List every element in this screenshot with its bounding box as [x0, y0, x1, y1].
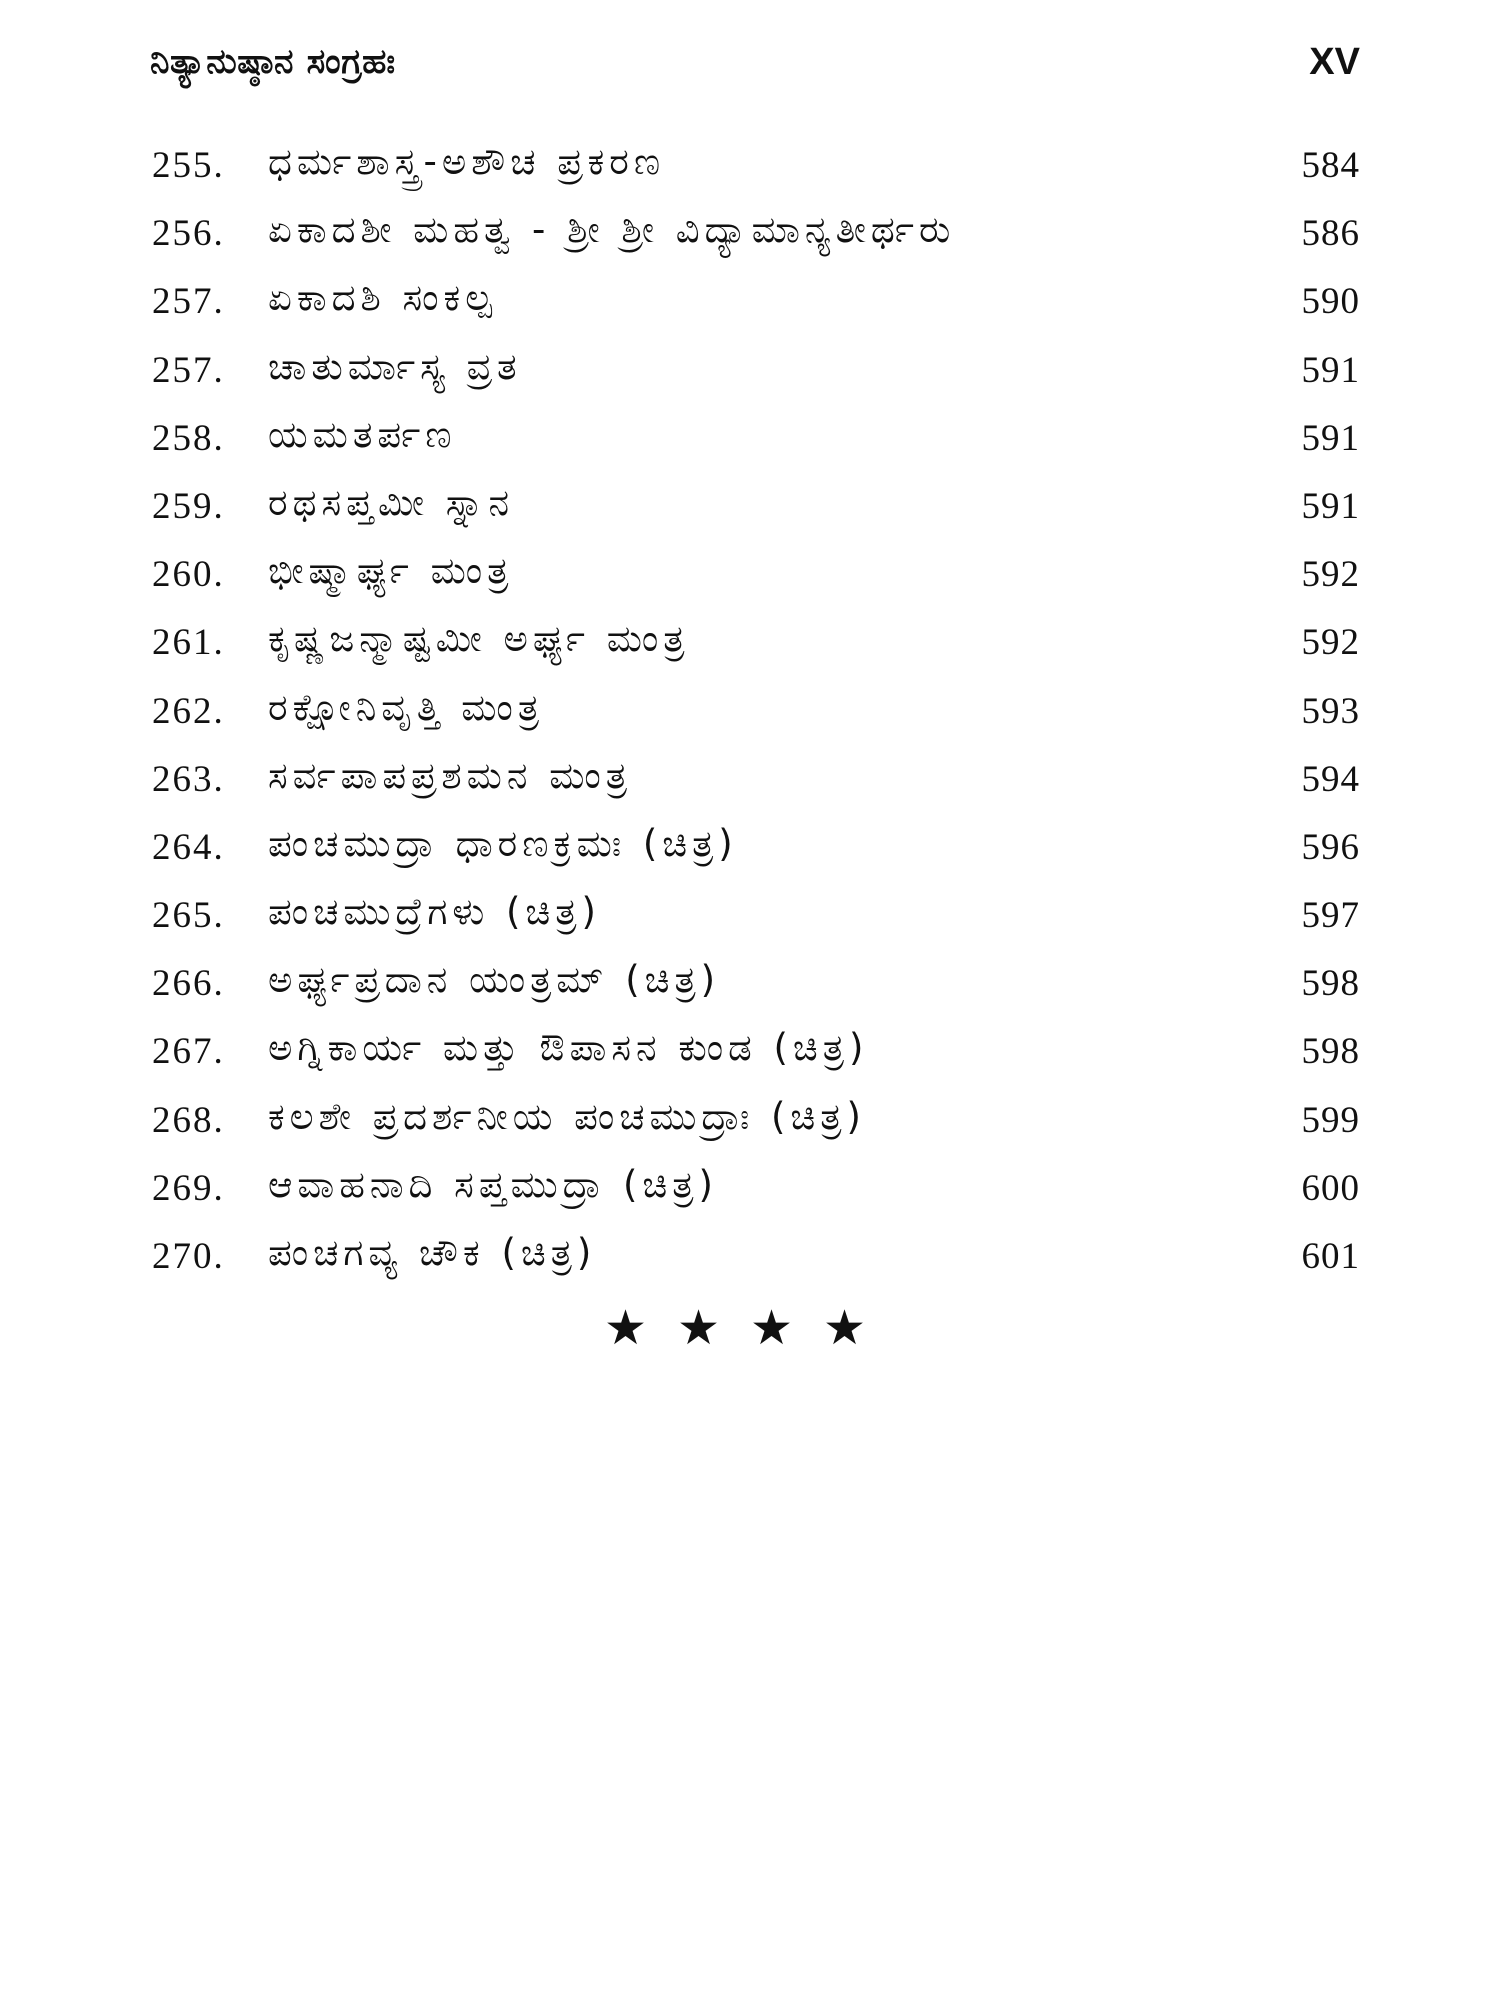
page-header: [150, 32, 1360, 92]
entry-title: ಧರ್ಮಶಾಸ್ತ್ರ-ಅಶೌಚ ಪ್ರಕರಣ: [268, 140, 666, 183]
toc-entry: [0, 272, 1500, 340]
entry-page-number: 590: [1301, 281, 1360, 323]
entry-page-number: 592: [1301, 622, 1360, 664]
entry-title: ಏಕಾದಶೀ ಮಹತ್ವ - ಶ್ರೀ ಶ್ರೀ ವಿದ್ಯಾಮಾನ್ಯತೀರ್ಥರು: [268, 208, 956, 252]
entry-number: 257.: [152, 349, 225, 391]
entry-title: ಅರ್ಘ್ಯಪ್ರದಾನ ಯಂತ್ರಮ್ (ಚಿತ್ರ): [268, 958, 721, 1002]
entry-page-number: 591: [1301, 485, 1360, 527]
entry-title: ಕೃಷ್ಣಜನ್ಮಾಷ್ಟಮೀ ಅರ್ಘ್ಯ ಮಂತ್ರ: [268, 617, 690, 661]
toc-entry: [0, 682, 1500, 750]
entry-number: 267.: [152, 1031, 225, 1073]
entry-number: 260.: [152, 554, 225, 596]
entry-number: 264.: [152, 826, 225, 868]
entry-number: 270.: [152, 1236, 225, 1277]
toc-entry: [0, 1227, 1500, 1295]
entry-page-number: 597: [1301, 895, 1360, 937]
entry-page-number: 601: [1301, 1236, 1360, 1277]
toc-entry: [0, 545, 1500, 613]
page-number: XV: [1309, 40, 1360, 83]
table-of-contents: [0, 136, 1500, 1295]
entry-page-number: 591: [1301, 417, 1360, 459]
entry-page-number: 586: [1301, 213, 1360, 255]
entry-page-number: 584: [1301, 145, 1360, 186]
entry-title: ಪಂಚಗವ್ಯ ಚೌಕ (ಚಿತ್ರ): [268, 1231, 597, 1274]
entry-page-number: 596: [1301, 826, 1360, 868]
toc-entry: [0, 1022, 1500, 1090]
toc-entry: [0, 477, 1500, 545]
entry-number: 265.: [152, 895, 225, 937]
toc-entry: [0, 818, 1500, 886]
toc-entry: [0, 341, 1500, 409]
entry-page-number: 591: [1301, 349, 1360, 391]
entry-page-number: 598: [1301, 963, 1360, 1005]
entry-number: 257.: [152, 281, 225, 323]
entry-number: 268.: [152, 1099, 225, 1141]
entry-page-number: 600: [1301, 1167, 1360, 1209]
toc-entry: [0, 954, 1500, 1022]
entry-number: 255.: [152, 145, 225, 186]
entry-page-number: 599: [1301, 1099, 1360, 1141]
entry-number: 269.: [152, 1167, 225, 1209]
toc-entry: [0, 409, 1500, 477]
toc-entry: [0, 136, 1500, 204]
entry-number: 256.: [152, 213, 225, 255]
entry-title: ಚಾತುರ್ಮಾಸ್ಯ ವ್ರತ: [268, 344, 522, 388]
entry-number: 266.: [152, 963, 225, 1005]
entry-title: ಪಂಚಮುದ್ರೆಗಳು (ಚಿತ್ರ): [268, 890, 601, 934]
toc-entry: [0, 1091, 1500, 1159]
entry-title: ಸರ್ವಪಾಪಪ್ರಶಮನ ಮಂತ್ರ: [268, 753, 632, 797]
entry-title: ಕಲಶೇ ಪ್ರದರ್ಶನೀಯ ಪಂಚಮುದ್ರಾಃ (ಚಿತ್ರ): [268, 1094, 866, 1138]
entry-number: 258.: [152, 417, 225, 459]
toc-entry: [0, 750, 1500, 818]
toc-entry: [0, 1159, 1500, 1227]
end-of-section-stars: ★★★★: [603, 1300, 897, 1356]
toc-entry: [0, 613, 1500, 681]
entry-number: 259.: [152, 485, 225, 527]
entry-title: ಯಮತರ್ಪಣ: [268, 412, 457, 456]
toc-entry: [0, 886, 1500, 954]
running-title: ನಿತ್ಯಾನುಷ್ಠಾನ ಸಂಗ್ರಹಃ: [150, 42, 396, 82]
entry-page-number: 594: [1301, 758, 1360, 800]
entry-page-number: 593: [1301, 690, 1360, 732]
entry-title: ಪಂಚಮುದ್ರಾ ಧಾರಣಕ್ರಮಃ (ಚಿತ್ರ): [268, 821, 738, 865]
entry-title: ಏಕಾದಶಿ ಸಂಕಲ್ಪ: [268, 276, 498, 320]
entry-number: 261.: [152, 622, 225, 664]
entry-page-number: 598: [1301, 1031, 1360, 1073]
entry-number: 263.: [152, 758, 225, 800]
entry-title: ರಕ್ಷೋನಿವೃತ್ತಿ ಮಂತ್ರ: [268, 685, 544, 729]
entry-title: ಅಗ್ನಿಕಾರ್ಯ ಮತ್ತು ಔಪಾಸನ ಕುಂಡ (ಚಿತ್ರ): [268, 1026, 869, 1070]
entry-number: 262.: [152, 690, 225, 732]
toc-entry: [0, 204, 1500, 272]
entry-title: ಭೀಷ್ಮಾರ್ಘ್ಯ ಮಂತ್ರ: [268, 549, 514, 593]
entry-title: ರಥಸಪ್ತಮೀ ಸ್ನಾನ: [268, 480, 515, 524]
entry-title: ಆವಾಹನಾದಿ ಸಪ್ತಮುದ್ರಾ (ಚಿತ್ರ): [268, 1162, 718, 1206]
entry-page-number: 592: [1301, 554, 1360, 596]
